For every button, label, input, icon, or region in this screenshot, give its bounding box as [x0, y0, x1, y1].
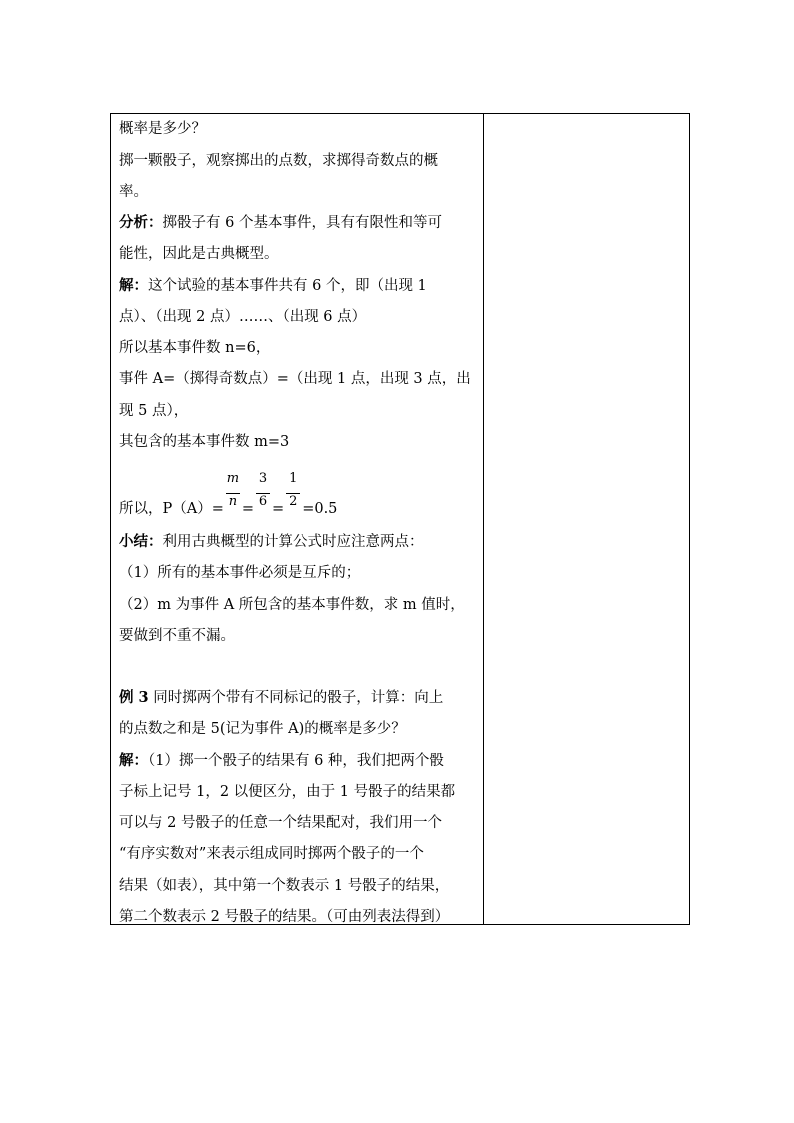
equals-sign: =	[272, 501, 285, 517]
line-text: 同时掷两个带有不同标记的骰子，计算：向上	[148, 690, 444, 706]
text-line	[119, 876, 449, 896]
fraction-denominator: n	[228, 494, 238, 509]
fraction-numerator: 1	[289, 471, 298, 486]
equals-sign: =	[241, 501, 255, 517]
line-text: 其包含的基本事件数 m=3	[119, 434, 290, 450]
text-line	[119, 432, 289, 452]
line-text: 掷一颗骰子，观察掷出的点数，求掷得奇数点的概	[119, 153, 438, 169]
text-line	[119, 276, 427, 296]
line-text: 概率是多少？	[119, 121, 206, 137]
text-line	[119, 182, 148, 202]
line-text: 事件 A=（掷得奇数点）=（出现 1 点，出现 3 点，出	[119, 371, 471, 387]
text-line	[119, 151, 438, 171]
text-line	[119, 688, 443, 708]
line-text: 率。	[119, 184, 148, 200]
text-line	[119, 782, 455, 802]
analysis-label: 分析：	[119, 214, 163, 231]
table-frame	[110, 113, 690, 925]
line-text: 能性，因此是古典概型。	[119, 246, 279, 262]
solution-label: 解：	[119, 277, 148, 294]
formula-suffix: =0.5	[302, 501, 338, 517]
fraction-3-over-6	[254, 471, 272, 513]
fraction-numerator: 3	[258, 471, 268, 486]
line-text: 这个试验的基本事件共有 6 个，即（出现 1	[148, 278, 427, 294]
text-line	[119, 307, 366, 327]
line-text: （1）所有的基本事件必须是互斥的；	[119, 565, 361, 581]
text-line	[119, 338, 270, 358]
text-line	[119, 813, 442, 833]
text-line	[119, 907, 449, 927]
fraction-denominator: 6	[258, 494, 268, 509]
text-line	[119, 119, 206, 139]
line-text: 要做到不重不漏。	[119, 628, 235, 644]
line-text: 现 5 点），	[119, 403, 189, 419]
line-text: （1）掷一个骰子的结果有 6 种，我们把两个骰	[148, 753, 444, 769]
text-line	[119, 369, 471, 389]
summary-label: 小结：	[119, 533, 163, 550]
text-line	[119, 719, 406, 739]
fraction-numerator: m	[226, 471, 240, 486]
text-line	[119, 401, 188, 421]
text-line	[119, 563, 360, 583]
text-line	[119, 244, 279, 264]
line-text: 子标上记号 1，2 以便区分，由于 1 号骰子的结果都	[119, 784, 456, 800]
text-line	[119, 751, 444, 771]
example-label: 例 3	[119, 689, 149, 706]
line-text: 的点数之和是 5(记为事件 A)的概率是多少？	[119, 721, 406, 737]
line-text: “有序实数对”来表示组成同时掷两个骰子的一个	[119, 846, 424, 862]
line-text: 可以与 2 号骰子的任意一个结果配对，我们用一个	[119, 815, 442, 831]
line-text: 第二个数表示 2 号骰子的结果。（可由列表法得到）	[119, 909, 450, 925]
text-line	[119, 844, 424, 864]
text-line	[119, 213, 442, 233]
solution-label: 解：	[119, 752, 148, 769]
line-text: 结果（如表），其中第一个数表示 1 号骰子的结果，	[119, 878, 450, 894]
line-text: 利用古典概型的计算公式时应注意两点：	[162, 534, 424, 550]
formula-line	[119, 471, 338, 519]
line-text: 点）、（出现 2 点）……、（出现 6 点）	[119, 309, 367, 325]
line-text: 掷骰子有 6 个基本事件，具有有限性和等可	[162, 215, 442, 231]
fraction-m-over-n	[224, 471, 242, 513]
line-text: 所以基本事件数 n=6，	[119, 340, 271, 356]
text-line	[119, 626, 235, 646]
text-line	[119, 532, 424, 552]
fraction-1-over-2	[284, 471, 302, 513]
column-divider	[483, 114, 484, 924]
fraction-denominator: 2	[289, 494, 298, 509]
formula-prefix: 所以，P（A）=	[119, 501, 224, 517]
text-line	[119, 595, 465, 615]
line-text: （2）m 为事件 A 所包含的基本事件数，求 m 值时，	[119, 597, 465, 613]
